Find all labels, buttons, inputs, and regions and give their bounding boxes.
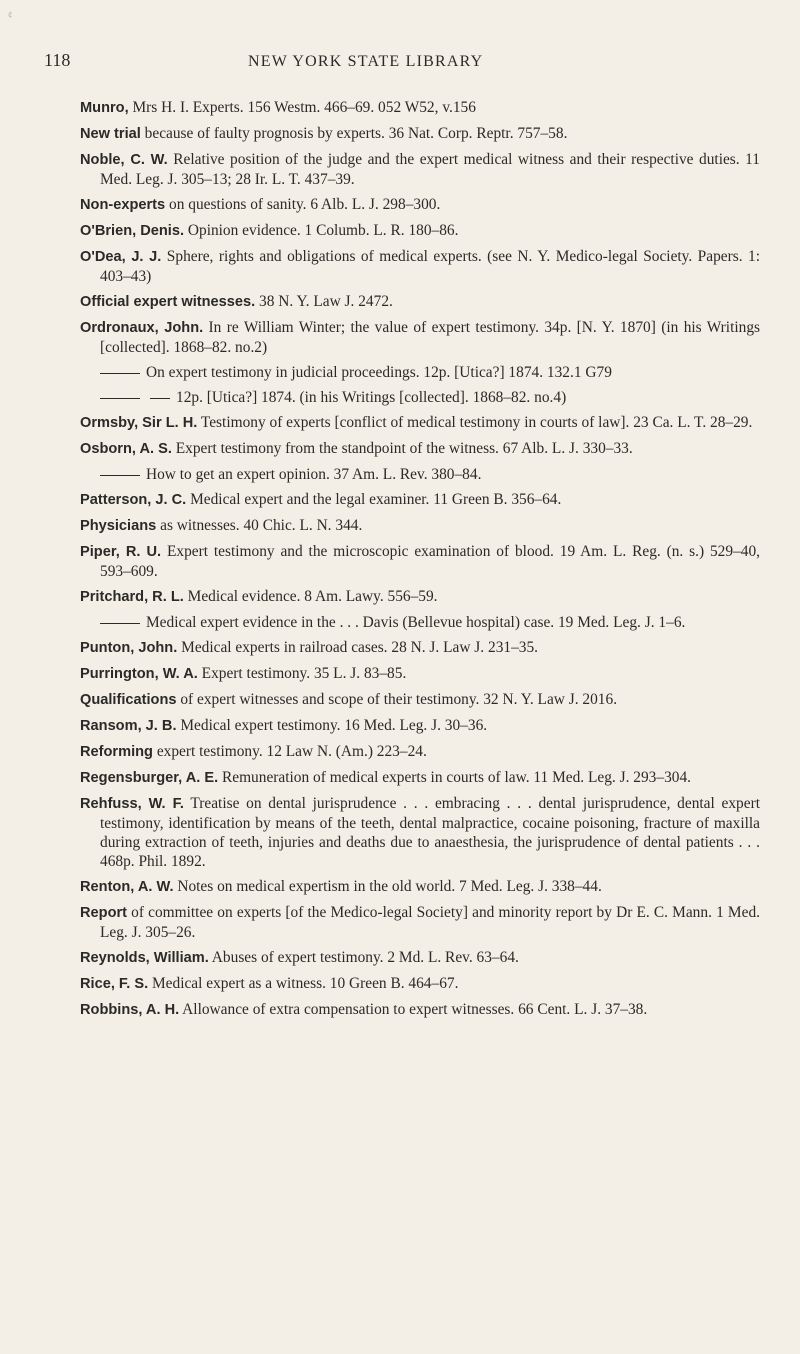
entry-author: O'Brien, Denis. [80,223,185,239]
entry-citation: Medical expert evidence in the . . . Davis (Bellevue hospital) case. 19 Med. Leg. J. 1–6. [146,614,686,631]
bibliography-entry [80,413,760,433]
bibliography-entry [80,465,760,484]
bibliography-entry [80,716,760,736]
bibliography-entry [80,516,760,536]
entry-citation: expert testimony. 12 Law N. (Am.) 223–24. [152,743,427,760]
entry-author: Ormsby, Sir L. H. [80,415,198,431]
entry-citation: Expert testimony from the standpoint of the witness. 67 Alb. L. J. 330–33. [171,440,633,457]
bibliography-entry [80,794,760,871]
entry-citation: as witnesses. 40 Chic. L. N. 344. [156,517,363,534]
bibliography-entry [80,768,760,788]
bibliography-entry [80,638,760,658]
entry-citation: Expert testimony. 35 L. J. 83–85. [197,665,407,682]
bibliography-entry [80,247,760,286]
entry-author: Physicians [80,518,157,534]
entry-citation: Relative position of the judge and the expert medical witness and their respective duties. 11 Med. Leg. J. 305–13; 28 Ir. L. T. 437–39. [100,151,760,188]
bibliography-entry [80,664,760,684]
bibliography-entry [80,124,760,144]
entry-author: Patterson, J. C. [80,492,187,508]
bibliography-entry [80,98,760,118]
ditto-dash [100,623,140,624]
bibliography-entry [80,877,760,897]
ditto-dash [100,398,140,399]
entry-author: Reforming [80,744,153,760]
entry-citation: 38 N. Y. Law J. 2472. [255,293,393,310]
bibliography-entry [80,221,760,241]
entry-citation: 12p. [Utica?] 1874. (in his Writings [collected]. 1868–82. no.4) [176,389,567,406]
bibliography-list [80,98,760,1026]
entry-citation: Sphere, rights and obligations of medical experts. (see N. Y. Medico-legal Society. Papers. 1: 403–43) [100,248,760,285]
entry-citation: Remuneration of medical experts in courts of law. 11 Med. Leg. J. 293–304. [218,769,692,786]
entry-citation: Allowance of extra compensation to expert witnesses. 66 Cent. L. J. 37–38. [179,1001,648,1018]
entry-author: Robbins, A. H. [80,1002,180,1018]
entry-citation: because of faulty prognosis by experts. 36 Nat. Corp. Reptr. 757–58. [140,125,568,142]
bibliography-entry [80,903,760,942]
entry-author: Noble, C. W. [80,152,168,168]
corner-mark: ¢ [8,10,13,20]
bibliography-entry [80,742,760,762]
entry-citation: Medical expert and the legal examiner. 11 Green B. 356–64. [186,491,562,508]
entry-author: Ordronaux, John. [80,320,204,336]
entry-author: Reynolds, William. [80,950,209,966]
bibliography-entry [80,587,760,607]
bibliography-entry [80,363,760,382]
entry-author: New trial [80,126,141,142]
entry-citation: Medical expert as a witness. 10 Green B. 464–67. [148,975,459,992]
entry-author: Ransom, J. B. [80,718,177,734]
bibliography-entry [80,150,760,189]
bibliography-entry [80,1000,760,1020]
bibliography-entry [80,974,760,994]
bibliography-entry [80,948,760,968]
entry-citation: In re William Winter; the value of expert testimony. 34p. [N. Y. 1870] (in his Writings [collected]. 1868–82. no.2) [100,319,761,356]
entry-author: Qualifications [80,692,177,708]
entry-author: Renton, A. W. [80,879,174,895]
ditto-dash [100,475,140,476]
entry-citation: Medical expert testimony. 16 Med. Leg. J. 30–36. [176,717,488,734]
entry-author: Piper, R. U. [80,544,162,560]
entry-citation: Notes on medical expertism in the old world. 7 Med. Leg. J. 338–44. [173,878,602,895]
entry-author: Osborn, A. S. [80,441,172,457]
entry-author: O'Dea, J. J. [80,249,162,265]
bibliography-entry [80,195,760,215]
entry-citation: On expert testimony in judicial proceedings. 12p. [Utica?] 1874. 132.1 G79 [146,364,612,381]
bibliography-entry [80,388,760,407]
entry-author: Munro, [80,100,129,116]
entry-author: Rice, F. S. [80,976,149,992]
entry-citation: Expert testimony and the microscopic examination of blood. 19 Am. L. Reg. (n. s.) 529–40, 593–609. [100,543,761,580]
entry-citation: Mrs H. I. Experts. 156 Westm. 466–69. 052 W52, v.156 [128,99,476,116]
bibliography-entry [80,439,760,459]
bibliography-entry [80,690,760,710]
entry-author: Pritchard, R. L. [80,589,184,605]
entry-author: Regensburger, A. E. [80,770,219,786]
ditto-dash [100,373,140,374]
ditto-dash [150,398,170,399]
entry-author: Purrington, W. A. [80,666,198,682]
entry-author: Punton, John. [80,640,178,656]
bibliography-entry [80,490,760,510]
entry-citation: Medical experts in railroad cases. 28 N. J. Law J. 231–35. [177,639,539,656]
entry-author: Report [80,905,128,921]
entry-citation: Abuses of expert testimony. 2 Md. L. Rev. 63–64. [208,949,519,966]
entry-citation: on questions of sanity. 6 Alb. L. J. 298–300. [165,196,441,213]
entry-citation: of expert witnesses and scope of their testimony. 32 N. Y. Law J. 2016. [176,691,618,708]
page-number: 118 [44,50,71,70]
bibliography-entry [80,318,760,357]
entry-citation: Treatise on dental jurisprudence . . . embracing . . . dental jurisprudence, dental expert testimony, identification by means of the teeth, dental malpractice, cocaine poisoning, fracture of maxilla during extraction of teeth, injuries and deaths due to anaesthesia, the jurisprudence of dental patients . . . 468p. Phil. 1892. [100,795,760,870]
entry-author: Official expert witnesses. [80,294,256,310]
entry-citation: of committee on experts [of the Medico-legal Society] and minority report by Dr E. C. Mann. 1 Med. Leg. J. 305–26. [100,904,760,941]
running-head: NEW YORK STATE LIBRARY [248,53,484,70]
entry-citation: How to get an expert opinion. 37 Am. L. Rev. 380–84. [146,466,482,483]
entry-author: Rehfuss, W. F. [80,796,184,812]
bibliography-entry [80,292,760,312]
bibliography-entry [80,613,760,632]
entry-author: Non-experts [80,197,166,213]
bibliography-entry [80,542,760,581]
entry-citation: Testimony of experts [conflict of medical testimony in courts of law]. 23 Ca. L. T. 28–29. [197,414,753,431]
entry-citation: Opinion evidence. 1 Columb. L. R. 180–86. [184,222,459,239]
entry-citation: Medical evidence. 8 Am. Lawy. 556–59. [183,588,438,605]
